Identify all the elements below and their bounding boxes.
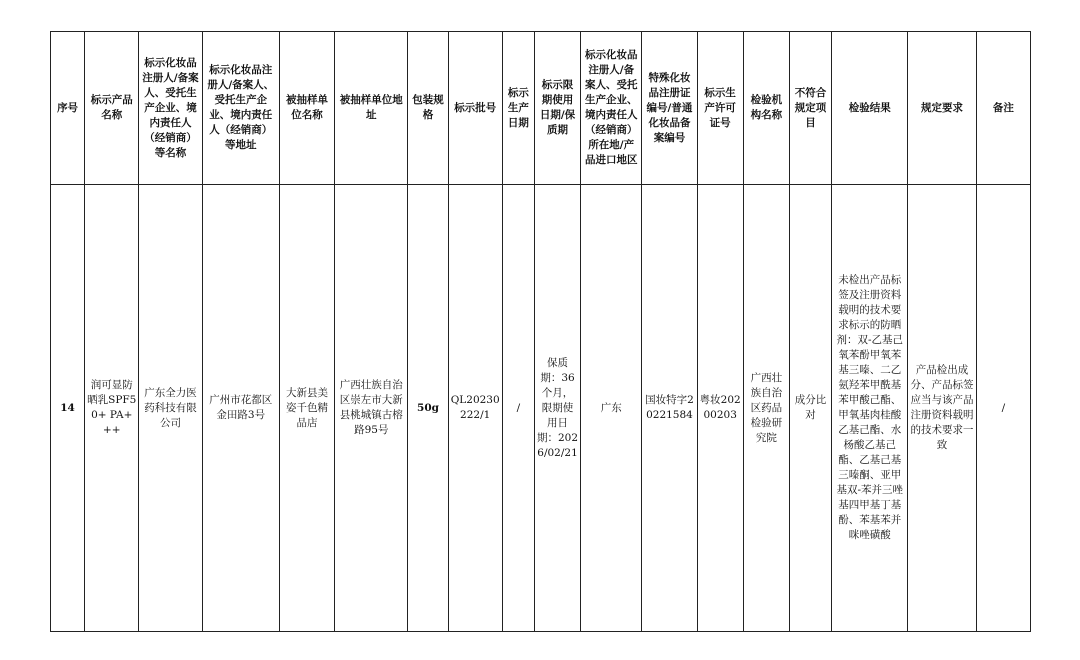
cell-inspection-agency: 广西壮族自治区药品检验研究院 xyxy=(743,185,789,632)
header-cell-production-license: 标示生产许可证号 xyxy=(697,32,743,185)
header-cell-product-name: 标示产品名称 xyxy=(85,32,139,185)
header-cell-sampled-unit-address: 被抽样单位地址 xyxy=(335,32,408,185)
header-cell-sampled-unit-name: 被抽样单位名称 xyxy=(279,32,334,185)
cell-requirement: 产品检出成分、产品标签应当与该产品注册资料载明的技术要求一致 xyxy=(908,185,976,632)
cell-expiry: 保质期：36个月，限期使用日期：2026/02/21 xyxy=(534,185,580,632)
header-cell-inspection-result: 检验结果 xyxy=(832,32,908,185)
cell-inspection-result: 未检出产品标签及注册资料载明的技术要求标示的防晒剂：双-乙基己氧苯酚甲氧苯基三嗪、二乙氨羟苯甲酰基苯甲酸己酯、甲氧基肉桂酸乙基己酯、水杨酸乙基己酯、乙基己基三嗪酮、亚甲基双-苯并三唑基四甲基丁基酚、苯基苯并咪唑磺酸 xyxy=(832,185,908,632)
cell-production-license: 粤妆20200203 xyxy=(697,185,743,632)
cell-registrant-address: 广州市花都区金田路3号 xyxy=(202,185,279,632)
cell-package-spec: 50g xyxy=(408,185,448,632)
header-cell-region: 标示化妆品注册人/备案人、受托生产企业、境内责任人（经销商）所在地/产品进口地区 xyxy=(581,32,642,185)
header-cell-registrant-address: 标示化妆品注册人/备案人、受托生产企业、境内责任人（经销商）等地址 xyxy=(202,32,279,185)
header-cell-nonconforming-item: 不符合规定项目 xyxy=(789,32,831,185)
cell-registration-number: 国妆特字20221584 xyxy=(642,185,697,632)
cell-index: 14 xyxy=(51,185,85,632)
header-row xyxy=(51,32,1031,185)
header-cell-registration-number: 特殊化妆品注册证编号/普通化妆品备案编号 xyxy=(642,32,697,185)
cell-product-name: 润可显防晒乳SPF50+ PA+++ xyxy=(85,185,139,632)
cell-sampled-unit-name: 大新县美姿千色精品店 xyxy=(279,185,334,632)
header-cell-batch-number: 标示批号 xyxy=(448,32,502,185)
header-cell-registrant-name: 标示化妆品注册人/备案人、受托生产企业、境内责任人（经销商）等名称 xyxy=(139,32,202,185)
table-row xyxy=(51,185,1031,632)
header-cell-production-date: 标示生产日期 xyxy=(502,32,534,185)
header-cell-index: 序号 xyxy=(51,32,85,185)
cell-registrant-name: 广东全力医药科技有限公司 xyxy=(139,185,202,632)
cell-sampled-unit-address: 广西壮族自治区崇左市大新县桃城镇古榕路95号 xyxy=(335,185,408,632)
cell-nonconforming-item: 成分比对 xyxy=(789,185,831,632)
inspection-table xyxy=(50,31,1031,632)
header-cell-expiry: 标示限期使用日期/保质期 xyxy=(534,32,580,185)
cell-production-date: / xyxy=(502,185,534,632)
header-cell-inspection-agency: 检验机构名称 xyxy=(743,32,789,185)
cell-batch-number: QL20230222/1 xyxy=(448,185,502,632)
header-cell-remarks: 备注 xyxy=(976,32,1030,185)
header-cell-requirement: 规定要求 xyxy=(908,32,976,185)
header-cell-package-spec: 包装规格 xyxy=(408,32,448,185)
cell-remarks: / xyxy=(976,185,1030,632)
cell-region: 广东 xyxy=(581,185,642,632)
